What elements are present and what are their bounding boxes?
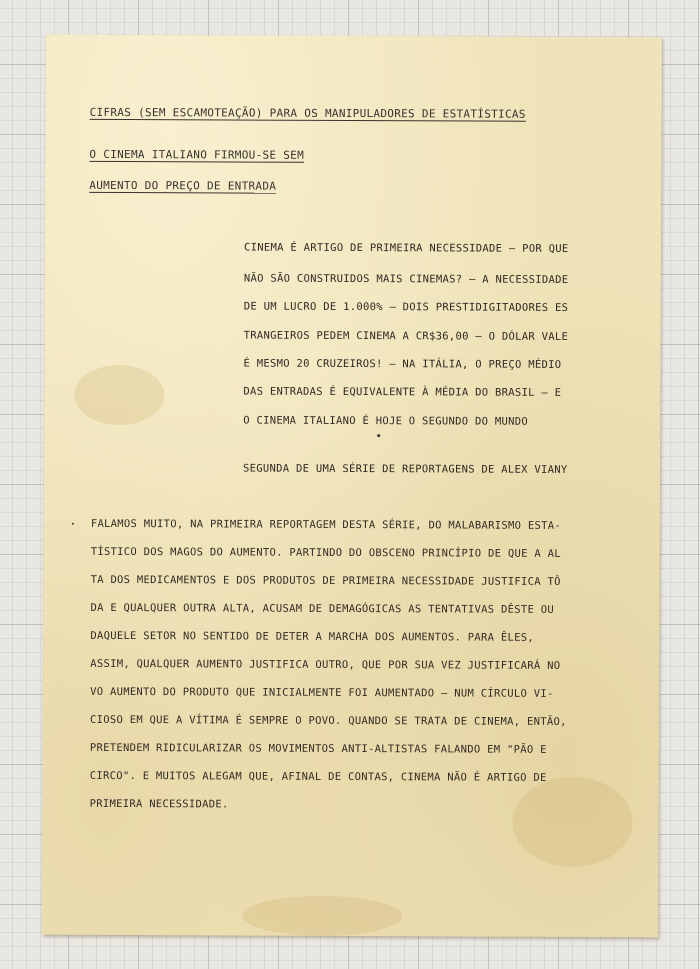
paper-stain bbox=[74, 365, 164, 425]
paper-stain bbox=[242, 896, 402, 937]
typewritten-page bbox=[42, 35, 662, 938]
summary-line: DE UM LUCRO DE 1.000% — DOIS PRESTIDIGITADORES ES bbox=[243, 300, 569, 314]
title-heading: CIFRAS (SEM ESCAMOTEAÇÃO) PARA OS MANIPULADORES DE ESTATÍSTICAS bbox=[89, 105, 526, 121]
body-line: VO AUMENTO DO PRODUTO QUE INICIALMENTE FOI AUMENTADO — NUM CÍRCULO VI- bbox=[90, 685, 554, 700]
body-line: PRIMEIRA NECESSIDADE. bbox=[89, 797, 229, 811]
subtitle-heading-line-2: AUMENTO DO PREÇO DE ENTRADA bbox=[89, 178, 277, 193]
body-line: DAQUELE SETOR NO SENTIDO DE DETER A MARCHA DOS AUMENTOS. PARA ÊLES, bbox=[90, 629, 535, 644]
body-line: FALAMOS MUITO, NA PRIMEIRA REPORTAGEM DESTA SÉRIE, DO MALABARISMO ESTA- bbox=[90, 517, 561, 532]
body-line: PRETENDEM RIDICULARIZAR OS MOVIMENTOS ANTI-ALTISTAS FALANDO EM "PÃO E bbox=[89, 741, 547, 756]
summary-line: É MESMO 20 CRUZEIROS! — NA ITÁLIA, O PREÇO MÉDIO bbox=[243, 357, 562, 371]
summary-line: DAS ENTRADAS É EQUIVALENTE À MÉDIA DO BRASIL — E bbox=[243, 385, 562, 399]
summary-line: NÃO SÃO CONSTRUIDOS MAIS CINEMAS? — A NECESSIDADE bbox=[243, 272, 569, 286]
summary-line: CINEMA É ARTIGO DE PRIMEIRA NECESSIDADE — POR QUE bbox=[244, 241, 569, 255]
paper-stain bbox=[512, 777, 632, 868]
summary-line: O CINEMA ITALIANO É HOJE O SEGUNDO DO MUNDO bbox=[243, 414, 529, 428]
body-line: TA DOS MEDICAMENTOS E DOS PRODUTOS DE PRIMEIRA NECESSIDADE JUSTIFICA TÔ bbox=[90, 573, 561, 588]
series-byline: SEGUNDA DE UMA SÉRIE DE REPORTAGENS DE ALEX VIANY bbox=[243, 462, 568, 476]
body-line: CIOSO EM QUE A VÍTIMA É SEMPRE O POVO. QUANDO SE TRATA DE CINEMA, ENTÃO, bbox=[89, 713, 567, 728]
body-line: ASSIM, QUALQUER AUMENTO JUSTIFICA OUTRO, QUE POR SUA VEZ JUSTIFICARÁ NO bbox=[90, 657, 561, 672]
ink-dot bbox=[377, 434, 380, 437]
ink-dot bbox=[72, 523, 74, 525]
body-line: CIRCO". E MUITOS ALEGAM QUE, AFINAL DE CONTAS, CINEMA NÃO É ARTIGO DE bbox=[89, 769, 547, 784]
summary-line: TRANGEIROS PEDEM CINEMA A CR$36,00 — O DÓLAR VALE bbox=[243, 329, 569, 343]
subtitle-heading-line-1: O CINEMA ITALIANO FIRMOU-SE SEM bbox=[89, 147, 305, 162]
body-line: TÍSTICO DOS MAGOS DO AUMENTO. PARTINDO DO OBSCENO PRINCÍPIO DE QUE A AL bbox=[90, 545, 561, 560]
body-line: DA E QUALQUER OUTRA ALTA, ACUSAM DE DEMAGÓGICAS AS TENTATIVAS DÊSTE OU bbox=[90, 601, 555, 616]
